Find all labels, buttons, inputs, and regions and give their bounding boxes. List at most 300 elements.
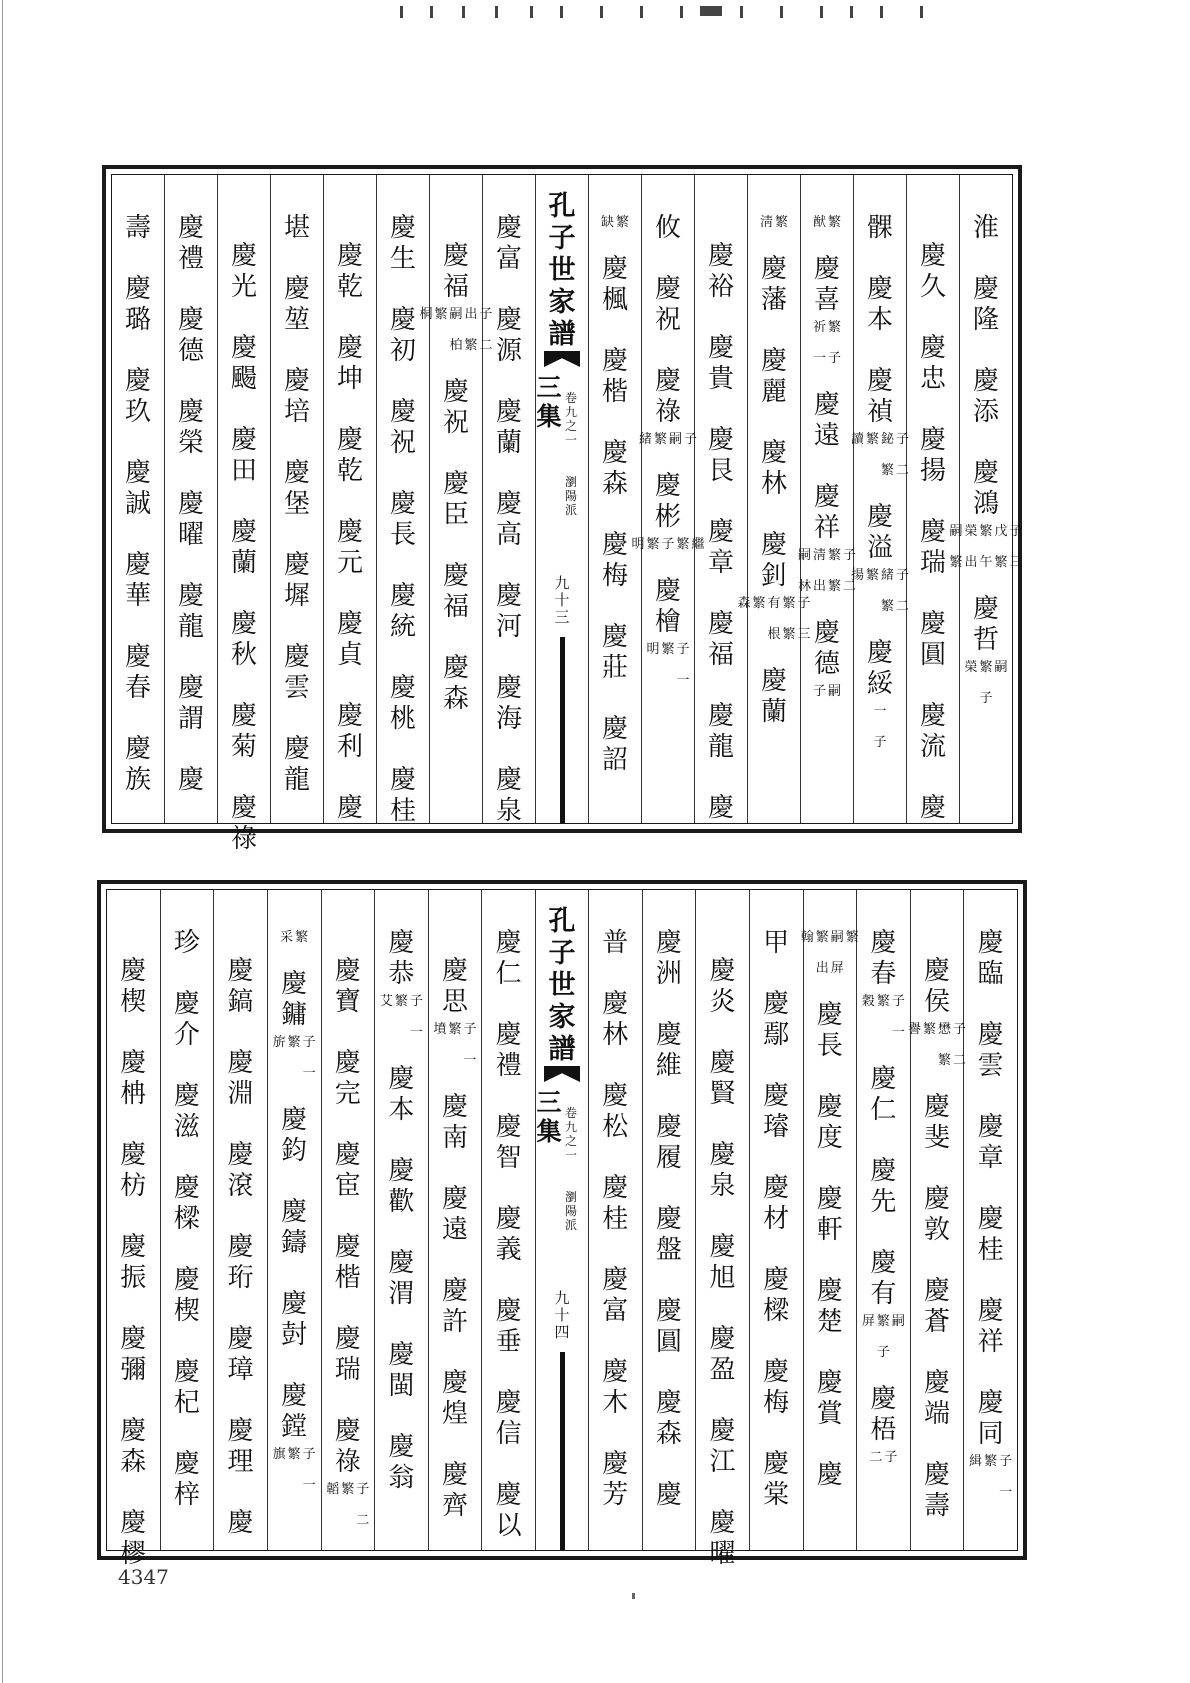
person-name-char: 慶 [120, 1232, 147, 1262]
person-name-char: 信 [495, 1419, 522, 1449]
chapter-char: 之 [564, 1134, 577, 1148]
annotation-note [737, 596, 812, 658]
person-name-char: 慶 [230, 701, 257, 731]
person-name [656, 1296, 682, 1358]
person-name [973, 366, 999, 428]
person-name-char: 慶 [601, 622, 628, 652]
annotation-line [883, 1450, 898, 1481]
person-name [284, 213, 310, 244]
person-name [120, 1140, 146, 1202]
person-name [602, 928, 628, 959]
person-name-char: 族 [124, 765, 151, 795]
person-name [602, 346, 628, 408]
annotation-line [279, 930, 294, 961]
annotation-char: 采 [280, 930, 294, 945]
person-name [443, 653, 469, 715]
person-name [178, 213, 204, 275]
annotation-line [865, 432, 880, 494]
person-name-char: 慶 [334, 1048, 361, 1078]
annotation-note [861, 1314, 906, 1376]
person-name [814, 482, 840, 544]
person-name-char: 慶 [388, 1248, 415, 1278]
person-name [973, 213, 999, 244]
annotation-char: 子 [891, 994, 905, 1009]
person-name-char: 圓 [919, 640, 946, 670]
person-name-char: 以 [495, 1511, 522, 1541]
entry-column [800, 890, 859, 1550]
person-name [335, 1048, 361, 1110]
person-name [656, 928, 682, 990]
person-name [442, 1184, 468, 1246]
person-name-char: 楷 [334, 1263, 361, 1293]
annotation-char: 榮 [964, 660, 978, 675]
person-name [656, 1480, 682, 1511]
person-name-char: 慶 [495, 397, 522, 427]
person-name [710, 1232, 736, 1294]
annotation-line [937, 1022, 952, 1084]
annotation-char: 一 [812, 351, 826, 366]
person-name-char: 元 [336, 548, 363, 578]
person-name-char: 慶 [709, 1324, 736, 1354]
entry-column [112, 175, 164, 823]
annotation-char: 繁 [827, 320, 841, 335]
person-name [281, 1289, 307, 1351]
annotation-char: 榮 [964, 524, 978, 539]
annotation-line [880, 432, 895, 494]
annotation-char: 林 [797, 579, 811, 594]
person-name [174, 1449, 200, 1511]
person-name [920, 793, 946, 824]
person-name-char: 桃 [389, 704, 416, 734]
annotation-char: 繁 [827, 215, 841, 230]
annotation-char: 子 [479, 307, 493, 322]
person-name-char: 楓 [601, 285, 628, 315]
person-name [920, 609, 946, 671]
entry-column [694, 175, 747, 823]
person-name [867, 502, 893, 564]
person-name-char: 裕 [707, 272, 734, 302]
person-name [443, 241, 469, 303]
person-name-char: 慶 [919, 333, 946, 363]
chapter-label [562, 1106, 580, 1162]
person-name-char: 龍 [177, 612, 204, 642]
person-name-char: 慶 [654, 366, 681, 396]
person-name-char: 芳 [602, 1480, 629, 1510]
page-number: 4347 [118, 1565, 169, 1589]
person-name-char: 慶 [227, 1508, 254, 1538]
person-name-char: 南 [442, 1123, 469, 1153]
annotation-note [759, 215, 789, 246]
person-name-char: 慶 [495, 673, 522, 703]
person-name-char: 慶 [442, 956, 469, 986]
annotation-char: 一 [409, 1025, 423, 1040]
scan-dot [632, 1593, 635, 1599]
person-name-char: 培 [283, 397, 310, 427]
person-name [602, 438, 628, 500]
person-name [281, 1381, 307, 1443]
person-name [924, 956, 950, 1018]
annotation-line [861, 1314, 876, 1376]
person-name-char: 慶 [334, 1324, 361, 1354]
annotation-line [646, 537, 661, 568]
person-name-char: 慶 [495, 213, 522, 243]
person-name-char: 圓 [655, 1327, 682, 1357]
person-name-char: 慶 [919, 701, 946, 731]
person-name-char: 祿 [230, 824, 257, 854]
person-name-char: 慶 [709, 1232, 736, 1262]
person-name [602, 989, 628, 1051]
person-name-char: 雲 [977, 1051, 1004, 1081]
person-name-char: 祝 [442, 408, 469, 438]
annotation-note [272, 1447, 317, 1509]
person-name [708, 701, 734, 763]
person-name-char: 綏 [866, 669, 893, 699]
person-name [174, 1357, 200, 1419]
annotation-line [880, 568, 895, 630]
person-name-char: 慶 [813, 618, 840, 648]
person-name-char: 慶 [124, 366, 151, 396]
chapter-char: 九 [564, 1120, 577, 1134]
person-name-char: 禎 [866, 397, 893, 427]
person-name [284, 550, 310, 612]
person-name [761, 530, 787, 592]
branch-char: 派 [564, 503, 577, 517]
person-name [231, 425, 257, 487]
entry-column [949, 175, 1023, 823]
person-name-char: 枋 [120, 1171, 147, 1201]
volume-char: 三 [536, 373, 562, 402]
person-name-char: 添 [972, 397, 999, 427]
person-name-char: 楷 [601, 377, 628, 407]
person-name-char: 慶 [442, 469, 469, 499]
person-name-char: 慶 [334, 956, 361, 986]
person-name-char: 慶 [173, 1449, 200, 1479]
person-name [390, 305, 416, 367]
person-name [867, 638, 893, 700]
person-name-char: 滋 [173, 1112, 200, 1142]
person-name-char: 樑 [173, 1204, 200, 1234]
annotation-line [964, 524, 979, 586]
person-name-char: 慶 [124, 734, 151, 764]
annotation-char: 子 [895, 568, 909, 583]
annotation-line [325, 1482, 340, 1544]
person-name-char: 慶 [972, 594, 999, 624]
person-name-char: 慶 [442, 1276, 469, 1306]
annotation-char: 緝 [969, 1454, 983, 1469]
person-name-char: 介 [173, 1020, 200, 1050]
person-name [870, 1384, 896, 1446]
person-name [442, 1092, 468, 1154]
person-name [656, 1020, 682, 1082]
annotation-char: 屏 [861, 1314, 875, 1329]
person-name [870, 1156, 896, 1218]
person-name-char: 謂 [177, 704, 204, 734]
person-name-char: 慶 [173, 1265, 200, 1295]
annotation-line [812, 548, 827, 610]
person-name-char: 瑞 [334, 1355, 361, 1385]
annotation-char: 繁 [876, 994, 890, 1009]
annotation-note [600, 215, 630, 246]
person-name [814, 618, 840, 680]
person-name-char: 思 [442, 987, 469, 1017]
person-name-char: 慶 [442, 561, 469, 591]
annotation-char: 出 [812, 579, 826, 594]
person-name-char: 慶 [763, 1357, 790, 1387]
person-name-char: 梧 [870, 1415, 897, 1445]
person-name [602, 622, 628, 684]
annotation-char: 一 [891, 1025, 905, 1040]
annotation-char: 繁 [880, 599, 894, 614]
person-name [870, 928, 896, 990]
annotation-char: 子 [1009, 524, 1023, 539]
person-name-char: 麗 [760, 377, 787, 407]
annotation-char: 緒 [880, 568, 894, 583]
person-name-char: 煌 [442, 1399, 469, 1429]
person-name [174, 1081, 200, 1143]
annotation-line [340, 1482, 355, 1544]
person-name-char: 慶 [763, 1265, 790, 1295]
person-name [120, 1232, 146, 1294]
annotation-char: 繁 [661, 642, 675, 657]
person-name-char: 梓 [173, 1480, 200, 1510]
person-name-char: 慶 [120, 1324, 147, 1354]
person-name-char: 慶 [709, 1508, 736, 1538]
branch-char: 陽 [564, 489, 577, 503]
person-name [231, 241, 257, 303]
entry-column [695, 890, 749, 1569]
person-name-char: 慶 [601, 530, 628, 560]
annotation-note [861, 994, 906, 1056]
person-name [390, 581, 416, 643]
person-name-char: 瑞 [919, 548, 946, 578]
annotation-char: 繁 [994, 555, 1008, 570]
person-name [120, 1416, 146, 1478]
genealogy-page-top [102, 165, 1023, 854]
annotation-char: 子 [812, 684, 826, 699]
annotation-line [302, 1035, 317, 1097]
person-name-char: 慶 [601, 346, 628, 376]
branch-char: 派 [564, 1218, 577, 1232]
person-name-char: 慶 [760, 530, 787, 560]
person-name-char: 本 [866, 305, 893, 335]
person-name [924, 1368, 950, 1430]
person-name [656, 1112, 682, 1174]
person-name [174, 928, 200, 959]
person-name [335, 956, 361, 1018]
person-name-char: 臣 [442, 500, 469, 530]
entry-column [642, 890, 696, 1550]
person-name-char: 慶 [120, 1416, 147, 1446]
person-name [655, 471, 681, 533]
person-name-char: 慶 [655, 1204, 682, 1234]
person-name-char: 仁 [495, 959, 522, 989]
annotation-char: 繁 [782, 596, 796, 611]
person-name [763, 1357, 789, 1419]
person-name-char: 鴻 [972, 489, 999, 519]
person-name [761, 666, 787, 728]
person-name [120, 1508, 146, 1570]
person-name-char: 慶 [813, 254, 840, 284]
entry-column [213, 890, 267, 1550]
person-name [602, 1357, 628, 1419]
folio-char: 四 [554, 1323, 570, 1341]
person-name-char: 艮 [707, 456, 734, 486]
annotation-char: 一 [302, 1066, 316, 1081]
person-name-char: 慶 [336, 793, 363, 823]
person-name-char: 桂 [389, 796, 416, 826]
person-name-char: 慶 [602, 1173, 629, 1203]
person-name [335, 1232, 361, 1294]
person-name-char: 慶 [120, 1508, 147, 1538]
person-name-char: 章 [977, 1143, 1004, 1173]
person-name [120, 1048, 146, 1110]
annotation-line [812, 320, 827, 382]
annotation-char: 繁 [448, 1022, 462, 1037]
person-name [978, 928, 1004, 990]
person-name [442, 1276, 468, 1338]
person-name [174, 989, 200, 1051]
chapter-char: 九 [564, 405, 577, 419]
person-name-char: 慶 [388, 1340, 415, 1370]
folio-number [552, 1290, 572, 1341]
annotation-line [691, 537, 706, 568]
person-name [763, 1081, 789, 1143]
person-name [817, 1276, 843, 1338]
person-name [602, 530, 628, 592]
annotation-note [949, 524, 1024, 586]
annotation-char: 明 [631, 537, 645, 552]
annotation-note [800, 930, 860, 992]
person-name-char: 翁 [388, 1463, 415, 1493]
annotation-char: 戊 [994, 524, 1008, 539]
person-name [284, 458, 310, 520]
book-title-char: 子 [548, 938, 576, 969]
annotation-char: 子 [302, 1447, 316, 1462]
person-name-char: 隆 [972, 305, 999, 335]
person-name-char: 慶 [709, 1416, 736, 1446]
volume-char: 三 [536, 1088, 562, 1117]
person-name [496, 581, 522, 643]
annotation-line [615, 215, 630, 246]
person-name-char: 慶 [334, 1232, 361, 1262]
annotation-char: 繁 [434, 307, 448, 322]
person-name-char: 蘭 [495, 428, 522, 458]
annotation-char: 嗣 [449, 307, 463, 322]
person-name-char: 春 [124, 673, 151, 703]
person-name-char: 珩 [227, 1263, 254, 1293]
person-name-char: 慶 [336, 333, 363, 363]
person-name-char: 光 [230, 272, 257, 302]
person-name-char: 貴 [707, 364, 734, 394]
annotation-char: 繁 [646, 537, 660, 552]
annotation-char: 子 [884, 1450, 898, 1465]
person-name-char: 慶 [283, 642, 310, 672]
volume-char: 集 [536, 1117, 562, 1146]
annotation-note [850, 432, 910, 494]
person-name [708, 793, 734, 824]
person-name-char: 慶 [654, 274, 681, 304]
branch-char: 陽 [564, 1204, 577, 1218]
entry-column [323, 175, 376, 823]
person-name-char: 祝 [389, 428, 416, 458]
entry-column [588, 175, 641, 823]
center-title-column [535, 175, 588, 823]
annotation-char: 森 [737, 596, 751, 611]
annotation-char: 缺 [600, 215, 614, 230]
annotation-char: 明 [646, 642, 660, 657]
person-name [655, 213, 681, 244]
annotation-char: 午 [979, 555, 993, 570]
entry-column [850, 175, 909, 823]
person-name-char: 慶 [336, 517, 363, 547]
person-name-char: 慶 [602, 1357, 629, 1387]
person-name-char: 慶 [230, 333, 257, 363]
person-name-char: 慶 [870, 928, 897, 958]
person-name-char: 慶 [173, 1081, 200, 1111]
annotation-line [600, 215, 615, 246]
person-name-char: 慶 [227, 1232, 254, 1262]
person-name-char: 祿 [334, 1447, 361, 1477]
person-name-char: 慶 [389, 305, 416, 335]
person-name [496, 765, 522, 827]
person-name-char: 慶 [336, 701, 363, 731]
person-name-char: 滾 [227, 1171, 254, 1201]
person-name-char: 慶 [495, 1388, 522, 1418]
person-name [125, 274, 151, 336]
person-name [337, 793, 363, 824]
person-name [496, 1296, 522, 1358]
annotation-char: 繁 [949, 555, 963, 570]
person-name-char: 龍 [283, 765, 310, 795]
person-name-char: 秋 [230, 640, 257, 670]
chapter-char: 一 [564, 1148, 577, 1162]
person-name [708, 425, 734, 487]
annotation-line [1009, 524, 1024, 586]
person-name-char: 久 [919, 272, 946, 302]
annotation-char: 子 [827, 351, 841, 366]
annotation-line [998, 1454, 1013, 1516]
book-title-char: 子 [548, 223, 576, 254]
person-name-char: 慶 [816, 1276, 843, 1306]
annotation-char: 子 [999, 1454, 1013, 1469]
annotation-line [868, 1450, 883, 1481]
person-name-char: 松 [602, 1112, 629, 1142]
person-name [496, 1112, 522, 1174]
annotation-char: 出 [815, 961, 829, 976]
annotation-line [449, 307, 464, 369]
book-title-char: 世 [548, 255, 576, 286]
entry-column [906, 175, 959, 823]
person-name-char: 河 [495, 612, 522, 642]
volume-label [538, 373, 560, 431]
person-name-char: 慶 [977, 1020, 1004, 1050]
person-name [174, 1265, 200, 1327]
person-name [125, 366, 151, 428]
folio-char: 九 [554, 1289, 570, 1307]
annotation-line [409, 994, 424, 1056]
annotation-char: 二 [356, 1513, 370, 1528]
center-title-column [535, 890, 588, 1550]
person-name [178, 397, 204, 459]
annotation-line [983, 1454, 998, 1516]
annotation-line [272, 1447, 287, 1509]
person-name-char: 流 [919, 732, 946, 762]
person-name-char: 慶 [816, 1368, 843, 1398]
person-name [761, 346, 787, 408]
person-name-char: 慶 [173, 1173, 200, 1203]
annotation-line [797, 596, 812, 658]
person-name [178, 765, 204, 796]
